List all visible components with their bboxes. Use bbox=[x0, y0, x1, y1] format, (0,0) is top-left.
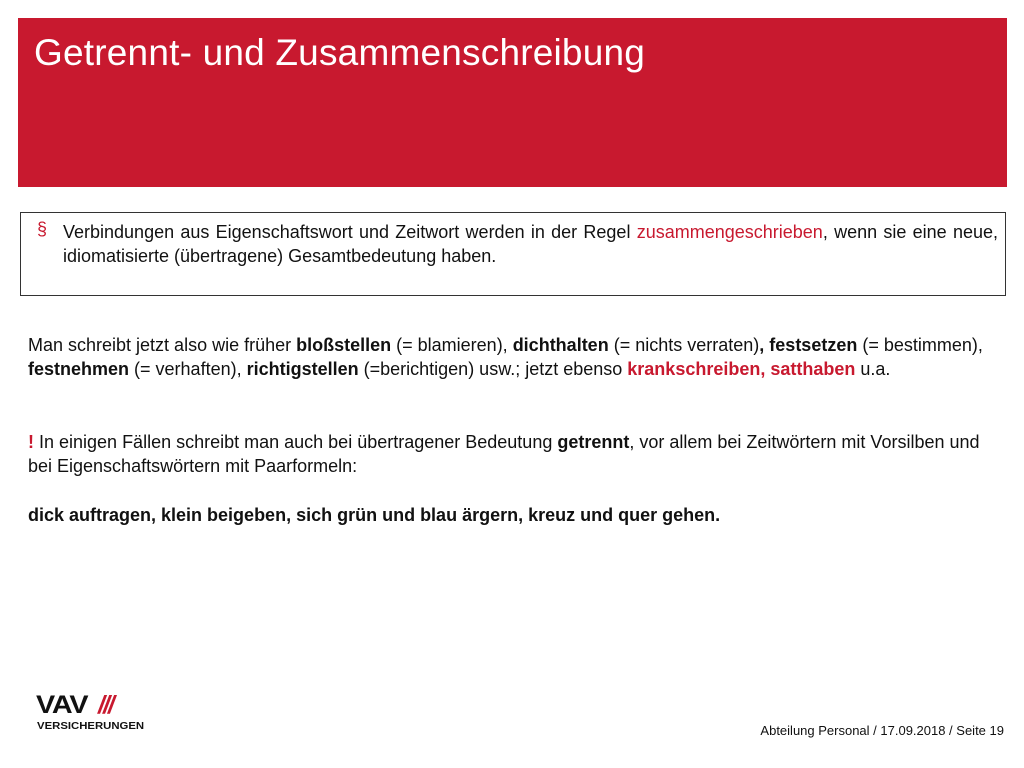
bold-comma: , bbox=[759, 335, 765, 355]
example-bold: festnehmen bbox=[28, 359, 130, 379]
text-run: (= blamieren), bbox=[391, 335, 513, 355]
logo-slashes: /// bbox=[98, 691, 113, 719]
new-example-red: krankschreiben, satthaben bbox=[627, 359, 856, 379]
example-bold: bloßstellen bbox=[296, 335, 392, 355]
exclamation-icon: ! bbox=[28, 432, 34, 452]
slide-title: Getrennt- und Zusammenschreibung bbox=[34, 32, 646, 73]
rule-text-after: , wenn sie eine neue, idiomatisierte (übertragene) Gesamtbedeutung haben. bbox=[63, 222, 998, 266]
example-bold: dichthalten bbox=[512, 335, 609, 355]
text-run: Man schreibt jetzt also wie früher bbox=[28, 335, 297, 355]
text-run: In einigen Fällen schreibt man auch bei übertragener Bedeutung bbox=[34, 432, 558, 452]
rule-text bbox=[63, 220, 998, 268]
example-bold: festsetzen bbox=[769, 335, 858, 355]
rule-box bbox=[20, 212, 1006, 296]
logo-vav: VAV bbox=[36, 691, 88, 719]
text-run: (= nichts verraten) bbox=[608, 335, 760, 355]
exception-examples: dick auftragen, klein beigeben, sich grün und blau ärgern, kreuz und quer gehen. bbox=[28, 505, 721, 525]
title-banner bbox=[18, 18, 1007, 187]
text-run: (= bestimmen), bbox=[857, 335, 983, 355]
footer-text: Abteilung Personal / 17.09.2018 / Seite 19 bbox=[760, 723, 1004, 738]
paragraph-sign-icon: § bbox=[37, 219, 48, 239]
exception-paragraph bbox=[28, 430, 988, 478]
text-run: (= verhaften), bbox=[129, 359, 247, 379]
text-run: , vor allem bei Zeitwörtern mit Vorsilben und bei Eigenschaftswörtern mit Paarformeln: bbox=[28, 432, 980, 476]
rule-text-before: Verbindungen aus Eigenschaftswort und Zeitwort werden in der Regel bbox=[63, 222, 637, 242]
example-bold: richtigstellen bbox=[246, 359, 359, 379]
text-run: (=berichtigen) usw.; jetzt ebenso bbox=[358, 359, 628, 379]
rule-highlight: zusammengeschrieben bbox=[636, 222, 823, 242]
getrennt-bold: getrennt bbox=[557, 432, 630, 452]
text-run: u.a. bbox=[855, 359, 891, 379]
examples-paragraph bbox=[28, 333, 988, 381]
vav-logo bbox=[36, 692, 156, 736]
logo-versicherungen: VERSICHERUNGEN bbox=[37, 720, 145, 732]
